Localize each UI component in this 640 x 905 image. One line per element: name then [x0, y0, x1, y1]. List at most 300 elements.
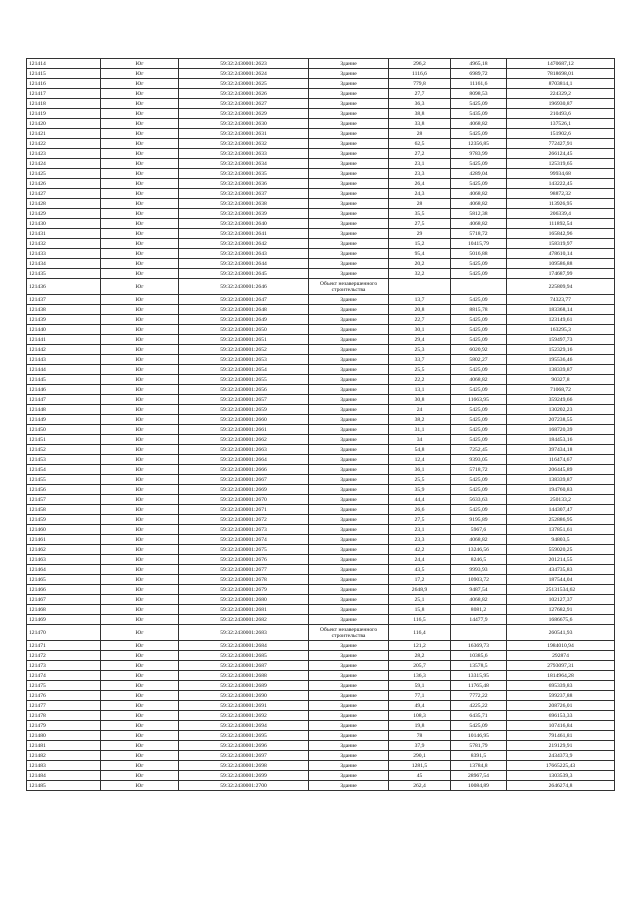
cadastral-value-cell: 250133,2: [507, 495, 615, 505]
specific-value-cell: 8081,2: [451, 605, 507, 615]
area-cell: 13,1: [389, 385, 451, 395]
object-type-cell: Здание: [309, 199, 389, 209]
object-type-cell: Здание: [309, 425, 389, 435]
cadastral-number-cell: 59:32:2430001:2642: [179, 239, 309, 249]
table-row: [27, 741, 615, 751]
table-row: [27, 525, 615, 535]
specific-value-cell: 9393,05: [451, 455, 507, 465]
row-number-cell: 121472: [27, 651, 101, 661]
row-number-cell: 121431: [27, 229, 101, 239]
specific-value-cell: 9487,54: [451, 585, 507, 595]
area-cell: 136,3: [389, 671, 451, 681]
cadastral-value-cell: 8703814,1: [507, 79, 615, 89]
table-body: [27, 59, 615, 791]
area-cell: 28,2: [389, 651, 451, 661]
cadastral-number-cell: 59:32:2430001:2683: [179, 625, 309, 641]
object-type-cell: Здание: [309, 681, 389, 691]
cadastral-value-cell: 772427,91: [507, 139, 615, 149]
cadastral-value-cell: 90327,8: [507, 375, 615, 385]
district-cell: Юг: [101, 239, 179, 249]
row-number-cell: 121465: [27, 575, 101, 585]
table-row: [27, 711, 615, 721]
cadastral-number-cell: 59:32:2430001:2673: [179, 525, 309, 535]
row-number-cell: 121421: [27, 129, 101, 139]
district-cell: Юг: [101, 335, 179, 345]
area-cell: 24,4: [389, 555, 451, 565]
specific-value-cell: 5425,09: [451, 721, 507, 731]
district-cell: Юг: [101, 159, 179, 169]
district-cell: Юг: [101, 495, 179, 505]
district-cell: Юг: [101, 385, 179, 395]
specific-value-cell: 11161,6: [451, 79, 507, 89]
cadastral-value-cell: 194760,83: [507, 485, 615, 495]
cadastral-number-cell: 59:32:2430001:2687: [179, 661, 309, 671]
table-row: [27, 395, 615, 405]
row-number-cell: 121463: [27, 555, 101, 565]
table-row: [27, 565, 615, 575]
object-type-cell: Здание: [309, 79, 389, 89]
area-cell: 33,7: [389, 355, 451, 365]
specific-value-cell: 10084,89: [451, 781, 507, 791]
cadastral-number-cell: 59:32:2430001:2656: [179, 385, 309, 395]
cadastral-value-cell: 225809,94: [507, 279, 615, 295]
row-number-cell: 121468: [27, 605, 101, 615]
object-type-cell: Здание: [309, 555, 389, 565]
district-cell: Юг: [101, 405, 179, 415]
cadastral-value-cell: 74323,77: [507, 295, 615, 305]
row-number-cell: 121423: [27, 149, 101, 159]
district-cell: Юг: [101, 209, 179, 219]
area-cell: 19,8: [389, 721, 451, 731]
object-type-cell: Здание: [309, 445, 389, 455]
table-row: [27, 761, 615, 771]
cadastral-number-cell: 59:32:2430001:2669: [179, 485, 309, 495]
area-cell: 35,9: [389, 485, 451, 495]
row-number-cell: 121455: [27, 475, 101, 485]
row-number-cell: 121452: [27, 445, 101, 455]
cadastral-number-cell: 59:32:2430001:2644: [179, 259, 309, 269]
area-cell: 29,4: [389, 335, 451, 345]
cadastral-value-cell: 2646274,8: [507, 781, 615, 791]
table-row: [27, 99, 615, 109]
cadastral-number-cell: 59:32:2430001:2654: [179, 365, 309, 375]
row-number-cell: 121483: [27, 761, 101, 771]
cadastral-value-cell: 206339,4: [507, 209, 615, 219]
cadastral-number-cell: 59:32:2430001:2659: [179, 405, 309, 415]
cadastral-value-cell: 152329,16: [507, 345, 615, 355]
cadastral-number-cell: 59:32:2430001:2670: [179, 495, 309, 505]
table-row: [27, 59, 615, 69]
cadastral-value-cell: 168720,39: [507, 425, 615, 435]
row-number-cell: 121444: [27, 365, 101, 375]
cadastral-value-table: [26, 58, 615, 791]
area-cell: 2648,9: [389, 585, 451, 595]
cadastral-number-cell: 59:32:2430001:2662: [179, 435, 309, 445]
table-row: [27, 335, 615, 345]
object-type-cell: Здание: [309, 435, 389, 445]
cadastral-value-cell: 1686675,6: [507, 615, 615, 625]
cadastral-value-cell: 1814964,28: [507, 671, 615, 681]
area-cell: 49,4: [389, 701, 451, 711]
district-cell: Юг: [101, 425, 179, 435]
specific-value-cell: [451, 625, 507, 641]
specific-value-cell: 13784,8: [451, 761, 507, 771]
row-number-cell: 121478: [27, 711, 101, 721]
district-cell: Юг: [101, 555, 179, 565]
specific-value-cell: 4068,82: [451, 119, 507, 129]
cadastral-value-cell: 207238,55: [507, 415, 615, 425]
cadastral-number-cell: 59:32:2430001:2649: [179, 315, 309, 325]
district-cell: Юг: [101, 395, 179, 405]
area-cell: 262,4: [389, 781, 451, 791]
row-number-cell: 121435: [27, 269, 101, 279]
cadastral-number-cell: 59:32:2430001:2637: [179, 189, 309, 199]
specific-value-cell: 9195,89: [451, 515, 507, 525]
area-cell: [389, 279, 451, 295]
row-number-cell: 121467: [27, 595, 101, 605]
table-row: [27, 731, 615, 741]
object-type-cell: Здание: [309, 771, 389, 781]
specific-value-cell: 5718,72: [451, 465, 507, 475]
object-type-cell: Здание: [309, 515, 389, 525]
cadastral-value-cell: 1984010,94: [507, 641, 615, 651]
cadastral-value-cell: 478610,14: [507, 249, 615, 259]
row-number-cell: 121443: [27, 355, 101, 365]
district-cell: Юг: [101, 711, 179, 721]
object-type-cell: Здание: [309, 465, 389, 475]
area-cell: 13,7: [389, 295, 451, 305]
table-row: [27, 129, 615, 139]
cadastral-value-cell: 116474,67: [507, 455, 615, 465]
table-row: [27, 605, 615, 615]
area-cell: 779,8: [389, 79, 451, 89]
specific-value-cell: 5425,09: [451, 269, 507, 279]
specific-value-cell: 5425,09: [451, 159, 507, 169]
cadastral-value-cell: 2434373,9: [507, 751, 615, 761]
cadastral-number-cell: 59:32:2430001:2678: [179, 575, 309, 585]
cadastral-number-cell: 59:32:2430001:2680: [179, 595, 309, 605]
row-number-cell: 121458: [27, 505, 101, 515]
table-row: [27, 179, 615, 189]
cadastral-value-cell: 359249,66: [507, 395, 615, 405]
row-number-cell: 121448: [27, 405, 101, 415]
cadastral-value-cell: 292874: [507, 651, 615, 661]
area-cell: 20,2: [389, 259, 451, 269]
cadastral-value-cell: 183368,14: [507, 305, 615, 315]
area-cell: 121,2: [389, 641, 451, 651]
table-row: [27, 455, 615, 465]
district-cell: Юг: [101, 761, 179, 771]
row-number-cell: 121414: [27, 59, 101, 69]
cadastral-number-cell: 59:32:2430001:2653: [179, 355, 309, 365]
specific-value-cell: 10146,95: [451, 731, 507, 741]
specific-value-cell: 6989,72: [451, 69, 507, 79]
cadastral-number-cell: 59:32:2430001:2674: [179, 535, 309, 545]
cadastral-number-cell: 59:32:2430001:2638: [179, 199, 309, 209]
object-type-cell: Здание: [309, 375, 389, 385]
table-row: [27, 269, 615, 279]
district-cell: Юг: [101, 295, 179, 305]
table-row: [27, 109, 615, 119]
cadastral-value-cell: 260541,93: [507, 625, 615, 641]
object-type-cell: Здание: [309, 365, 389, 375]
row-number-cell: 121475: [27, 681, 101, 691]
area-cell: 116,5: [389, 615, 451, 625]
object-type-cell: Здание: [309, 475, 389, 485]
specific-value-cell: 5425,09: [451, 385, 507, 395]
district-cell: Юг: [101, 169, 179, 179]
area-cell: 37,9: [389, 741, 451, 751]
object-type-cell: Здание: [309, 99, 389, 109]
district-cell: Юг: [101, 771, 179, 781]
cadastral-value-cell: 791461,81: [507, 731, 615, 741]
district-cell: Юг: [101, 681, 179, 691]
district-cell: Юг: [101, 249, 179, 259]
specific-value-cell: 8815,78: [451, 305, 507, 315]
specific-value-cell: 16369,73: [451, 641, 507, 651]
object-type-cell: Здание: [309, 159, 389, 169]
area-cell: 17,2: [389, 575, 451, 585]
district-cell: Юг: [101, 651, 179, 661]
area-cell: 27,2: [389, 149, 451, 159]
district-cell: Юг: [101, 751, 179, 761]
specific-value-cell: 5425,09: [451, 475, 507, 485]
district-cell: Юг: [101, 485, 179, 495]
area-cell: 27,7: [389, 89, 451, 99]
table-row: [27, 219, 615, 229]
district-cell: Юг: [101, 179, 179, 189]
area-cell: 26,6: [389, 505, 451, 515]
specific-value-cell: 8391,5: [451, 751, 507, 761]
area-cell: 25,5: [389, 365, 451, 375]
district-cell: Юг: [101, 671, 179, 681]
cadastral-value-cell: 434735,83: [507, 565, 615, 575]
area-cell: 116,4: [389, 625, 451, 641]
cadastral-number-cell: 59:32:2430001:2664: [179, 455, 309, 465]
object-type-cell: Здание: [309, 701, 389, 711]
row-number-cell: 121484: [27, 771, 101, 781]
specific-value-cell: 4289,04: [451, 169, 507, 179]
specific-value-cell: 5425,09: [451, 315, 507, 325]
cadastral-value-cell: 71068,72: [507, 385, 615, 395]
area-cell: 25,5: [389, 475, 451, 485]
specific-value-cell: 4068,82: [451, 375, 507, 385]
area-cell: 22,7: [389, 315, 451, 325]
object-type-cell: Здание: [309, 335, 389, 345]
row-number-cell: 121471: [27, 641, 101, 651]
area-cell: 26,4: [389, 179, 451, 189]
table-row: [27, 149, 615, 159]
table-row: [27, 495, 615, 505]
specific-value-cell: 11765,48: [451, 681, 507, 691]
table-row: [27, 671, 615, 681]
table-row: [27, 435, 615, 445]
district-cell: Юг: [101, 605, 179, 615]
specific-value-cell: 5425,09: [451, 325, 507, 335]
row-number-cell: 121485: [27, 781, 101, 791]
specific-value-cell: 5425,09: [451, 485, 507, 495]
table-row: [27, 315, 615, 325]
cadastral-number-cell: 59:32:2430001:2694: [179, 721, 309, 731]
specific-value-cell: 4068,82: [451, 199, 507, 209]
table-row: [27, 721, 615, 731]
specific-value-cell: 28967,54: [451, 771, 507, 781]
table-row: [27, 535, 615, 545]
cadastral-number-cell: 59:32:2430001:2676: [179, 555, 309, 565]
cadastral-value-cell: 210493,6: [507, 109, 615, 119]
cadastral-number-cell: 59:32:2430001:2684: [179, 641, 309, 651]
row-number-cell: 121418: [27, 99, 101, 109]
cadastral-value-cell: 196930,87: [507, 99, 615, 109]
area-cell: 29: [389, 229, 451, 239]
specific-value-cell: 5425,09: [451, 415, 507, 425]
row-number-cell: 121441: [27, 335, 101, 345]
district-cell: Юг: [101, 415, 179, 425]
district-cell: Юг: [101, 139, 179, 149]
cadastral-value-cell: 138339,87: [507, 365, 615, 375]
area-cell: 78: [389, 731, 451, 741]
object-type-cell: Здание: [309, 585, 389, 595]
specific-value-cell: 7772,22: [451, 691, 507, 701]
row-number-cell: 121434: [27, 259, 101, 269]
cadastral-number-cell: 59:32:2430001:2650: [179, 325, 309, 335]
specific-value-cell: [451, 279, 507, 295]
table-row: [27, 505, 615, 515]
cadastral-number-cell: 59:32:2430001:2700: [179, 781, 309, 791]
cadastral-value-cell: 1303539,3: [507, 771, 615, 781]
table-row: [27, 355, 615, 365]
cadastral-number-cell: 59:32:2430001:2663: [179, 445, 309, 455]
district-cell: Юг: [101, 79, 179, 89]
table-row: [27, 239, 615, 249]
row-number-cell: 121430: [27, 219, 101, 229]
object-type-cell: Здание: [309, 711, 389, 721]
cadastral-number-cell: 59:32:2430001:2677: [179, 565, 309, 575]
row-number-cell: 121427: [27, 189, 101, 199]
object-type-cell: Здание: [309, 149, 389, 159]
area-cell: 34: [389, 435, 451, 445]
specific-value-cell: 5435,09: [451, 109, 507, 119]
object-type-cell: Здание: [309, 345, 389, 355]
area-cell: 30,8: [389, 395, 451, 405]
row-number-cell: 121482: [27, 751, 101, 761]
cadastral-value-cell: 127682,91: [507, 605, 615, 615]
cadastral-value-cell: 137851,61: [507, 525, 615, 535]
cadastral-number-cell: 59:32:2430001:2652: [179, 345, 309, 355]
object-type-cell: Здание: [309, 239, 389, 249]
row-number-cell: 121416: [27, 79, 101, 89]
cadastral-number-cell: 59:32:2430001:2671: [179, 505, 309, 515]
cadastral-number-cell: 59:32:2430001:2679: [179, 585, 309, 595]
cadastral-value-cell: 206445,89: [507, 465, 615, 475]
specific-value-cell: 5425,09: [451, 435, 507, 445]
specific-value-cell: 5425,09: [451, 335, 507, 345]
cadastral-value-cell: 2793097,31: [507, 661, 615, 671]
specific-value-cell: 12356,85: [451, 139, 507, 149]
specific-value-cell: 8098,53: [451, 89, 507, 99]
cadastral-number-cell: 59:32:2430001:2636: [179, 179, 309, 189]
area-cell: 23,1: [389, 159, 451, 169]
district-cell: Юг: [101, 325, 179, 335]
object-type-cell: Здание: [309, 355, 389, 365]
specific-value-cell: 5425,09: [451, 425, 507, 435]
district-cell: Юг: [101, 69, 179, 79]
cadastral-value-cell: 94803,5: [507, 535, 615, 545]
area-cell: 30,1: [389, 325, 451, 335]
area-cell: 31,1: [389, 425, 451, 435]
row-number-cell: 121436: [27, 279, 101, 295]
district-cell: Юг: [101, 731, 179, 741]
district-cell: Юг: [101, 465, 179, 475]
district-cell: Юг: [101, 365, 179, 375]
specific-value-cell: 4225,22: [451, 701, 507, 711]
table-row: [27, 405, 615, 415]
object-type-cell: Здание: [309, 455, 389, 465]
table-row: [27, 651, 615, 661]
object-type-cell: Здание: [309, 415, 389, 425]
cadastral-value-cell: 144307,47: [507, 505, 615, 515]
table-row: [27, 771, 615, 781]
object-type-cell: Здание: [309, 129, 389, 139]
row-number-cell: 121428: [27, 199, 101, 209]
specific-value-cell: 6020,92: [451, 345, 507, 355]
row-number-cell: 121433: [27, 249, 101, 259]
object-type-cell: Здание: [309, 209, 389, 219]
area-cell: 27,5: [389, 219, 451, 229]
district-cell: Юг: [101, 595, 179, 605]
object-type-cell: Здание: [309, 741, 389, 751]
cadastral-value-cell: 151902,6: [507, 129, 615, 139]
object-type-cell: Здание: [309, 139, 389, 149]
district-cell: Юг: [101, 505, 179, 515]
table-row: [27, 209, 615, 219]
cadastral-value-cell: 159497,73: [507, 335, 615, 345]
object-type-cell: Здание: [309, 229, 389, 239]
row-number-cell: 121426: [27, 179, 101, 189]
row-number-cell: 121473: [27, 661, 101, 671]
cadastral-value-cell: 165842,96: [507, 229, 615, 239]
row-number-cell: 121469: [27, 615, 101, 625]
object-type-cell: Здание: [309, 119, 389, 129]
district-cell: Юг: [101, 641, 179, 651]
area-cell: 28: [389, 129, 451, 139]
cadastral-value-cell: 163295,3: [507, 325, 615, 335]
table-row: [27, 661, 615, 671]
object-type-cell: Здание: [309, 545, 389, 555]
cadastral-number-cell: 59:32:2430001:2643: [179, 249, 309, 259]
area-cell: 12,4: [389, 455, 451, 465]
district-cell: Юг: [101, 565, 179, 575]
table-row: [27, 615, 615, 625]
object-type-cell: Здание: [309, 219, 389, 229]
area-cell: 45: [389, 771, 451, 781]
table-row: [27, 445, 615, 455]
cadastral-number-cell: 59:32:2430001:2632: [179, 139, 309, 149]
cadastral-number-cell: 59:32:2430001:2697: [179, 751, 309, 761]
object-type-cell: Здание: [309, 661, 389, 671]
district-cell: Юг: [101, 435, 179, 445]
district-cell: Юг: [101, 305, 179, 315]
table-row: [27, 199, 615, 209]
area-cell: 62,5: [389, 139, 451, 149]
cadastral-number-cell: 59:32:2430001:2692: [179, 711, 309, 721]
row-number-cell: 121420: [27, 119, 101, 129]
object-type-cell: Здание: [309, 535, 389, 545]
area-cell: 23,1: [389, 525, 451, 535]
specific-value-cell: 10903,72: [451, 575, 507, 585]
row-number-cell: 121445: [27, 375, 101, 385]
object-type-cell: Здание: [309, 179, 389, 189]
